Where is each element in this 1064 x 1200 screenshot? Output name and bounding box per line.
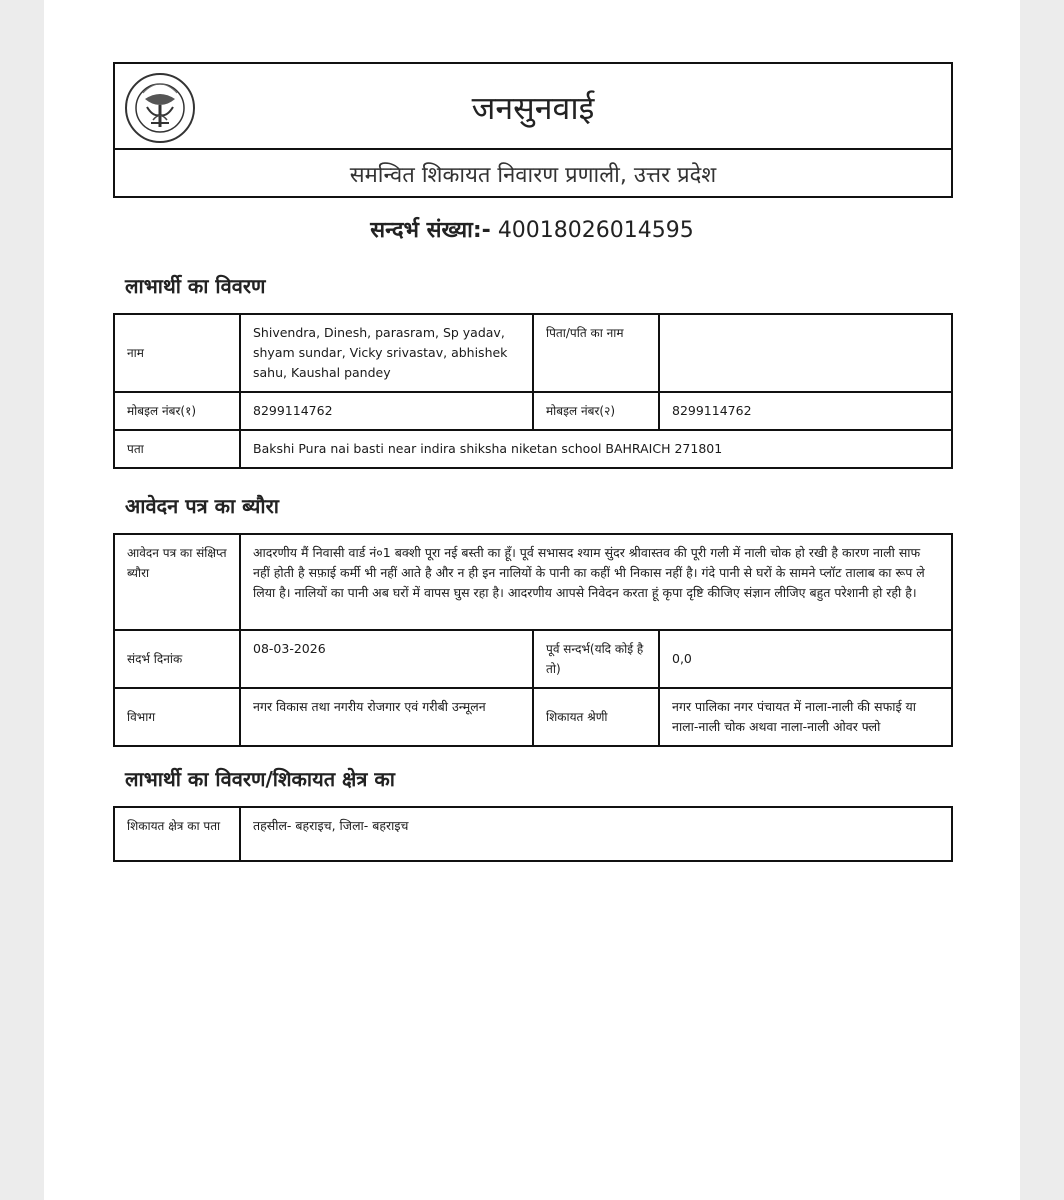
table-row: [114, 688, 952, 746]
address-label: पता: [114, 430, 240, 468]
table-row: [114, 534, 952, 630]
header-title-row: [115, 64, 951, 150]
prev-ref-label: पूर्व सन्दर्भ(यदि कोई है तो): [533, 630, 659, 688]
table-row: [114, 630, 952, 688]
name-label: नाम: [114, 314, 240, 392]
application-table: [113, 533, 953, 747]
father-label: पिता/पति का नाम: [533, 314, 659, 392]
app-title: जनसुनवाई: [471, 89, 595, 127]
area-address-label: शिकायत क्षेत्र का पता: [114, 807, 240, 861]
beneficiary-table: [113, 313, 953, 469]
date-value: 08-03-2026: [240, 630, 533, 688]
header-box: [113, 62, 953, 198]
summary-label: आवेदन पत्र का संक्षिप्त ब्यौरा: [114, 534, 240, 630]
category-value: नगर पालिका नगर पंचायत में नाला-नाली की सफाई या नाला-नाली चोक अथवा नाला-नाली ओवर फ्लो: [659, 688, 952, 746]
mobile2-label: मोबइल नंबर(२): [533, 392, 659, 430]
mobile2-value: 8299114762: [659, 392, 952, 430]
reference-line: [44, 214, 1020, 244]
table-row: [114, 807, 952, 861]
name-value: Shivendra, Dinesh, parasram, Sp yadav, shyam sundar, Vicky srivastav, abhishek sahu, Kaushal pandey: [240, 314, 533, 392]
prev-ref-value: 0,0: [659, 630, 952, 688]
document-page: [44, 0, 1020, 1200]
reference-label: सन्दर्भ संख्या:-: [370, 218, 491, 243]
area-heading: लाभार्थी का विवरण/शिकायत क्षेत्र का: [125, 767, 395, 791]
mobile1-value: 8299114762: [240, 392, 533, 430]
address-value: Bakshi Pura nai basti near indira shiksha niketan school BAHRAICH 271801: [240, 430, 952, 468]
dept-label: विभाग: [114, 688, 240, 746]
area-address-value: तहसील- बहराइच, जिला- बहराइच: [240, 807, 952, 861]
beneficiary-heading: लाभार्थी का विवरण: [125, 274, 266, 298]
reference-number: 40018026014595: [497, 218, 694, 243]
table-row: [114, 314, 952, 392]
dept-value: नगर विकास तथा नगरीय रोजगार एवं गरीबी उन्मूलन: [240, 688, 533, 746]
date-label: संदर्भ दिनांक: [114, 630, 240, 688]
table-row: [114, 392, 952, 430]
mobile1-label: मोबइल नंबर(१): [114, 392, 240, 430]
table-row: [114, 430, 952, 468]
father-value: [659, 314, 952, 392]
app-subtitle: समन्वित शिकायत निवारण प्रणाली, उत्तर प्रदेश: [349, 163, 717, 188]
summary-value: आदरणीय मैं निवासी वार्ड नं०1 बक्शी पूरा नई बस्ती का हूँ। पूर्व सभासद श्याम सुंदर श्रीवास्तव की पूरी गली में नाली चोक हो रखी है कारण नाली साफ नहीं होती है सफ़ाई कर्मी भी नहीं आते है और न ही इन नालियों के पानी का कहीं भी निकास नहीं है। गंदे पानी से घरों के सामने प्लॉट तालाब का रूप ले लिया है। नालियों का पानी अब घरों में वापस घुस रहा है। आदरणीय आपसे निवेदन करता हूं कृपा दृष्टि कीजिए संज्ञान लीजिए बहुत परेशानी हो रही है।: [240, 534, 952, 630]
area-table: [113, 806, 953, 862]
application-heading: आवेदन पत्र का ब्यौरा: [125, 494, 279, 518]
category-label: शिकायत श्रेणी: [533, 688, 659, 746]
